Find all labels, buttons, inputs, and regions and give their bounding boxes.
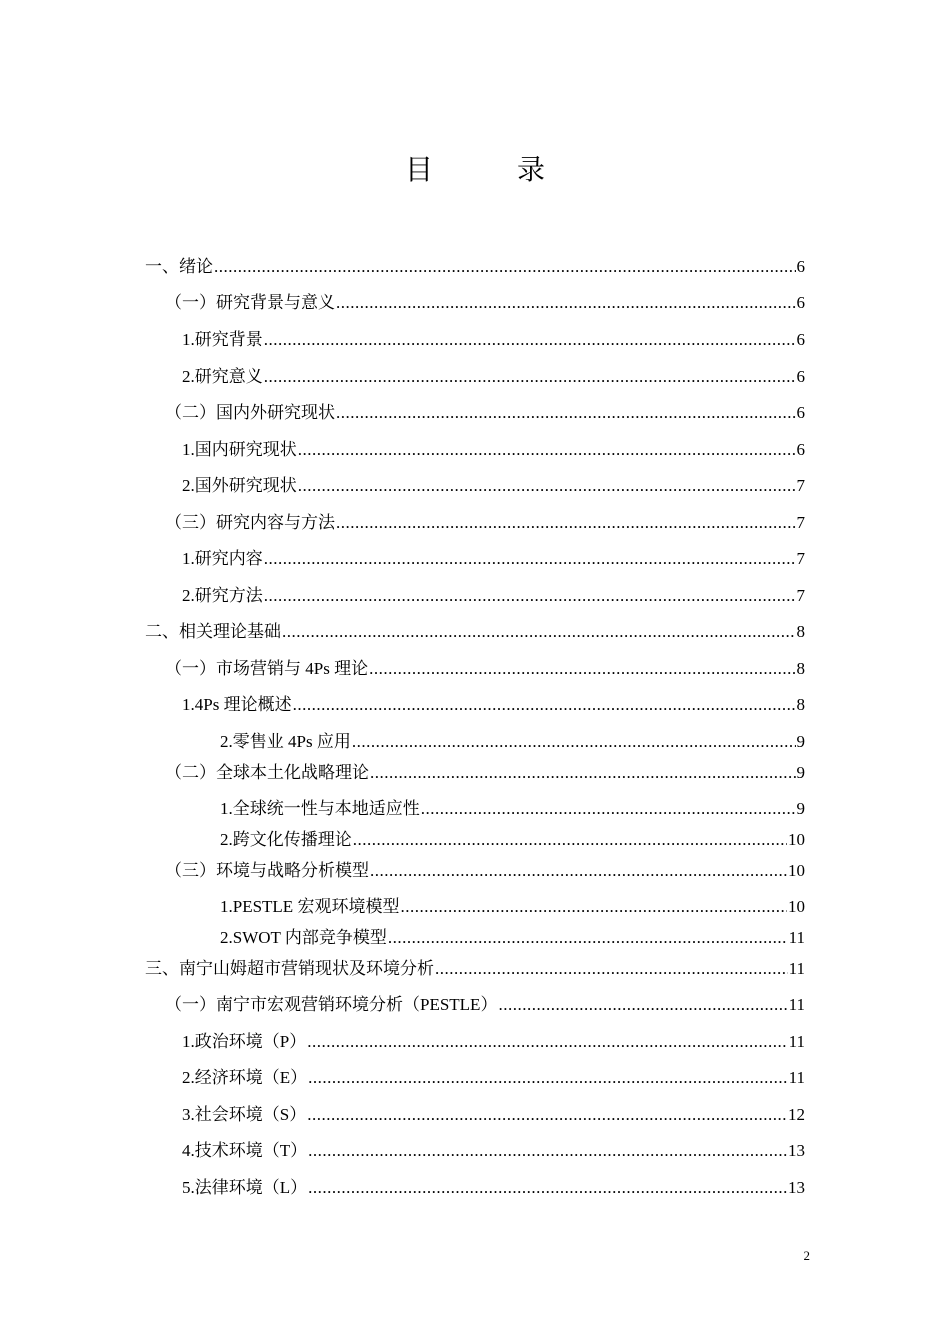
toc-entry-page: 6 (796, 367, 805, 386)
toc-entry[interactable] (182, 474, 805, 498)
toc-entry-label: （二）国内外研究现状 (165, 403, 335, 422)
dot-leader (352, 730, 796, 754)
toc-entry-label: （一）南宁市宏观营销环境分析（PESTLE） (165, 995, 498, 1014)
toc-entry-page: 13 (788, 1178, 805, 1197)
dot-leader (336, 511, 796, 535)
toc-entry[interactable] (145, 620, 805, 644)
toc-entry-page: 11 (788, 1068, 805, 1087)
toc-entry[interactable] (182, 693, 805, 717)
toc-entry[interactable] (220, 895, 805, 919)
dot-leader (214, 255, 796, 279)
toc-entry[interactable] (220, 926, 805, 950)
toc-entry-label: 一、绪论 (145, 257, 213, 276)
dot-leader (307, 1103, 787, 1127)
toc-entry[interactable] (182, 1103, 805, 1127)
toc-entry-label: 1.研究内容 (182, 549, 263, 568)
toc-entry-label: （一）市场营销与 4Ps 理论 (165, 659, 369, 678)
toc-entry[interactable] (165, 859, 805, 883)
toc-entry-label: 1.全球统一性与本地适应性 (220, 799, 420, 818)
toc-entry[interactable] (145, 957, 805, 981)
dot-leader (308, 1176, 787, 1200)
dot-leader (369, 657, 795, 681)
toc-entry-page: 11 (788, 995, 805, 1014)
toc-entry-page: 6 (796, 293, 805, 312)
dot-leader (264, 328, 796, 352)
toc-entry[interactable] (165, 657, 805, 681)
dot-leader (308, 1066, 787, 1090)
toc-entry-label: 1.政治环境（P） (182, 1032, 307, 1051)
toc-entry[interactable] (182, 584, 805, 608)
dot-leader (370, 859, 787, 883)
toc-entry[interactable] (165, 993, 805, 1017)
dot-leader (353, 828, 787, 852)
toc-entry[interactable] (220, 730, 805, 754)
dot-leader (336, 401, 796, 425)
toc-entry-label: 4.技术环境（T） (182, 1141, 308, 1160)
toc-entry-label: （二）全球本土化战略理论 (165, 763, 369, 782)
toc-entry-page: 13 (788, 1141, 805, 1160)
toc-entry-page: 7 (796, 549, 805, 568)
toc-entry-page: 6 (796, 257, 805, 276)
toc-entry-label: 2.跨文化传播理论 (220, 830, 352, 849)
toc-entry-page: 9 (796, 732, 805, 751)
dot-leader (293, 693, 796, 717)
toc-entry-label: 5.法律环境（L） (182, 1178, 308, 1197)
toc-entry-label: 1.4Ps 理论概述 (182, 695, 292, 714)
toc-entry-label: 2.研究方法 (182, 586, 263, 605)
toc-entry[interactable] (182, 1030, 805, 1054)
dot-leader (298, 474, 796, 498)
toc-entry-page: 10 (788, 861, 805, 880)
toc-entry-label: 二、相关理论基础 (145, 622, 281, 641)
toc-entry-label: （三）研究内容与方法 (165, 513, 335, 532)
toc-entry-page: 6 (796, 440, 805, 459)
toc-entry-label: 3.社会环境（S） (182, 1105, 307, 1124)
toc-entry-page: 10 (788, 897, 805, 916)
dot-leader (435, 957, 788, 981)
toc-entry[interactable] (182, 1139, 805, 1163)
page-title: 目 录 (404, 153, 573, 186)
toc-entry[interactable] (165, 511, 805, 535)
dot-leader (264, 584, 796, 608)
toc-entry[interactable] (165, 401, 805, 425)
toc-entry[interactable] (145, 255, 805, 279)
toc-entry-page: 12 (788, 1105, 805, 1124)
toc-entry-label: 2.经济环境（E） (182, 1068, 308, 1087)
toc-entry-page: 11 (788, 959, 805, 978)
dot-leader (370, 761, 796, 785)
toc-entry[interactable] (220, 828, 805, 852)
toc-entry-label: 2.研究意义 (182, 367, 263, 386)
dot-leader (298, 438, 796, 462)
dot-leader (421, 797, 796, 821)
dot-leader (400, 895, 787, 919)
toc-entry-label: 2.国外研究现状 (182, 476, 297, 495)
dot-leader (264, 547, 796, 571)
dot-leader (308, 1139, 787, 1163)
toc-entry-page: 6 (796, 403, 805, 422)
toc-entry[interactable] (165, 761, 805, 785)
toc-entry-label: 1.PESTLE 宏观环境模型 (220, 897, 400, 916)
toc-entry-page: 11 (788, 1032, 805, 1051)
toc-entry-page: 7 (796, 513, 805, 532)
toc-entry-label: 1.研究背景 (182, 330, 263, 349)
dot-leader (498, 993, 787, 1017)
dot-leader (307, 1030, 787, 1054)
toc-entry-label: 2.SWOT 内部竞争模型 (220, 928, 387, 947)
toc-entry-label: （三）环境与战略分析模型 (165, 861, 369, 880)
dot-leader (282, 620, 796, 644)
dot-leader (336, 291, 796, 315)
toc-entry[interactable] (182, 438, 805, 462)
toc-entry-page: 9 (796, 763, 805, 782)
dot-leader (388, 926, 788, 950)
toc-entry-label: 三、南宁山姆超市营销现状及环境分析 (145, 959, 434, 978)
toc-entry-page: 8 (796, 695, 805, 714)
toc-entry[interactable] (220, 797, 805, 821)
toc-entry-page: 11 (788, 928, 805, 947)
toc-entry-page: 7 (796, 586, 805, 605)
toc-entry[interactable] (182, 1066, 805, 1090)
toc-entry-label: 1.国内研究现状 (182, 440, 297, 459)
toc-entry-page: 10 (788, 830, 805, 849)
toc-entry[interactable] (165, 291, 805, 315)
toc-entry-label: 2.零售业 4Ps 应用 (220, 732, 351, 751)
toc-entry-page: 8 (796, 622, 805, 641)
dot-leader (264, 365, 796, 389)
toc-entry-label: （一）研究背景与意义 (165, 293, 335, 312)
toc-entry-page: 9 (796, 799, 805, 818)
toc-entry[interactable] (182, 1176, 805, 1200)
toc-entry[interactable] (182, 328, 805, 352)
page-number: 2 (803, 1248, 810, 1263)
toc-entry-page: 6 (796, 330, 805, 349)
toc-entry-page: 7 (796, 476, 805, 495)
toc-entry-page: 8 (796, 659, 805, 678)
toc-entry[interactable] (182, 365, 805, 389)
toc-entry[interactable] (182, 547, 805, 571)
